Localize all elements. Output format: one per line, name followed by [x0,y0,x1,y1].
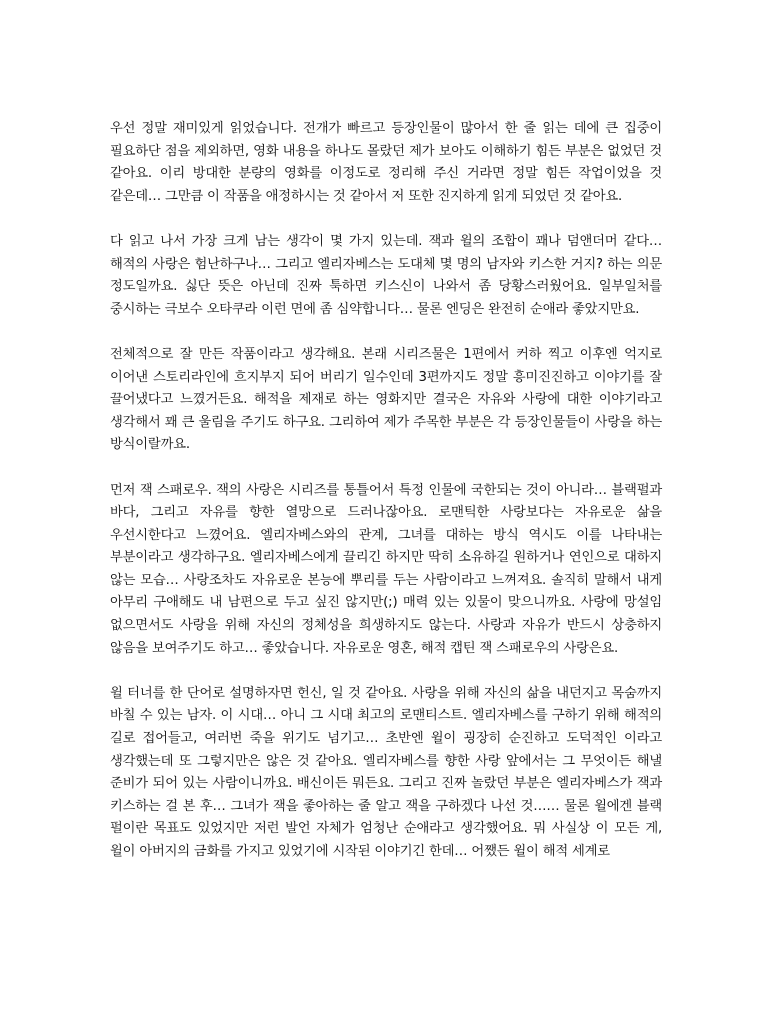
document-page [110,118,662,886]
paragraph-will-turner: 윌 터너를 한 단어로 설명하자면 헌신, 일 것 같아요. 사랑을 위해 자신의 삶을 내던지고 목숨까지 바칠 수 있는 남자. 이 시대… 아니 그 시대 최고의 로맨티스트. 엘리자베스를 구하기 위해 해적의 길로 접어들고, 여러번 죽을 위기도 넘기고… 초반엔 윌이 굉장히 순진하고 도덕적인 이라고 생각했는데 또 그렇지만은 않은 것 같아요. 엘리자베스를 향한 사랑 앞에서는 그 무엇이든 해낼 준비가 되어 있는 사람이니까요. 배신이든 뭐든요. 그리고 진짜 놀랐던 부분은 엘리자베스가 잭과 키스하는 걸 본 후… 그녀가 잭을 좋아하는 줄 알고 잭을 구하겠다 나선 것…… 물론 윌에겐 블랙 펄이란 목표도 있었지만 저런 발언 자체가 엄청난 순애라고 생각했어요. 뭐 사실상 이 모든 게, 윌이 아버지의 금화를 가지고 있었기에 시작된 이야기긴 한데… 어쨌든 윌이 해적 세계로 [110,685,662,859]
paragraph-overall-review: 전체적으로 잘 만든 작품이라고 생각해요. 본래 시리즈물은 1편에서 커하 찍고 이후엔 억지로 이어낸 스토리라인에 흐지부지 되어 버리기 일수인데 3편까지도 정말 흥미진진하고 이야기를 잘 끌어냈다고 느꼈거든요. 해적을 제재로 하는 영화지만 결국은 자유와 사랑에 대한 이야기라고 생각해서 꽤 큰 울림을 주기도 하구요. 그리하여 제가 주목한 부분은 각 등장인물들이 사랑을 하는 방식이랄까요. [110,346,662,453]
paragraph-impressions: 다 읽고 나서 가장 크게 남는 생각이 몇 가지 있는데. 잭과 윌의 조합이 꽤나 덤앤더머 같다… 해적의 사랑은 험난하구나… 그리고 엘리자베스는 도대체 몇 명의 남자와 키스한 거지? 하는 의문 정도일까요. 싫단 뜻은 아닌데 진짜 툭하면 키스신이 나와서 좀 당황스러웠어요. 일부일처를 중시하는 극보수 오타쿠라 이런 면에 좀 심약합니다… 물론 엔딩은 완전히 순애라 좋았지만요. [110,233,662,317]
paragraph-intro: 우선 정말 재미있게 읽었습니다. 전개가 빠르고 등장인물이 많아서 한 줄 읽는 데에 큰 집중이 필요하단 점을 제외하면, 영화 내용을 하나도 몰랐던 제가 보아도 이해하기 힘든 부분은 없었던 것 같아요. 이리 방대한 분량의 영화를 이정도로 정리해 주신 거라면 정말 힘든 작업이었을 것 같은데… 그만큼 이 작품을 애정하시는 것 같아서 저 또한 진지하게 읽게 되었던 것 같아요. [110,121,662,204]
paragraph-jack-sparrow: 먼저 잭 스패로우. 잭의 사랑은 시리즈를 통틀어서 특정 인물에 국한되는 것이 아니라… 블랙펄과 바다, 그리고 자유를 향한 열망으로 드러나잖아요. 로맨틱한 사랑보다는 자유로운 삶을 우선시한다고 느꼈어요. 엘리자베스와의 관계, 그녀를 대하는 방식 역시도 이를 나타내는 부분이라고 생각하구요. 엘리자베스에게 끌리긴 하지만 딱히 소유하길 원하거나 연인으로 대하지 않는 모습… 사랑조차도 자유로운 본능에 뿌리를 두는 사람이라고 느껴져요. 솔직히 말해서 내게 아무리 구애해도 내 남편으로 두고 싶진 않지만(;) 매력 있는 있물이 맞으니까요. 사랑에 망설임 없으면서도 사랑을 위해 자신의 정체성을 희생하지도 않는다. 사랑과 자유가 반드시 상충하지 않음을 보여주기도 하고… 좋았습니다. 자유로운 영혼, 해적 캡틴 잭 스패로우의 사랑은요. [110,482,662,656]
